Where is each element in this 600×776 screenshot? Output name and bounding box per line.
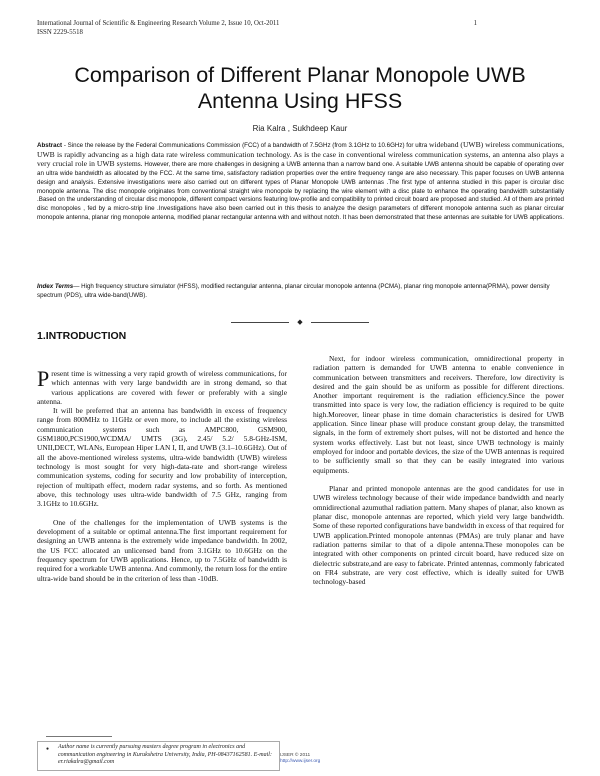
footer-url-link[interactable]: http://www.ijser.org	[280, 759, 321, 764]
issn-line: ISSN 2229-5518	[37, 28, 83, 36]
right-paragraph-2: Planar and printed monopole antennas are the good candidates for use in UWB wireless technology because of their wide impedance bandwidth and nearly omnidirectional azumuthal radiation pattern. Many shapes of planar, also known as planar disc, monopole antennas are reported, which yield very large bandwidth. Some of these reported configurations have bandwidth in excess of that required for UWB application.Printed monopole antennas (PMAs) are truly planar and have radiation patterns similar to that of a dipole antenna.These monopoles can be integrated with other components on printed circuit board, have reduced size on dielectric substrate,and are easy to fabricate. Printed antennas, commonly fabricated on FR4 substrate, are very cost effective, which is ideally suited for UWB technology-based	[313, 484, 564, 587]
authors: Ria Kalra , Sukhdeep Kaur	[252, 124, 348, 133]
abstract	[37, 141, 564, 222]
left-paragraph-2: It will be preferred that an antenna has bandwidth in excess of frequency range from 800MHz to 11GHz or even more, to include all the existing wireless communication systems such as AMPC800, GSM900, GSM1800,PCS1900,WCDMA/ UMTS (3G), 2.45/ 5.2/ 5.8-GHz-ISM, UNII,DECT, WLANs, European Hiper LAN I, II, and UWB (3.1–10.6GHz). Out of all the above-mentioned wireless systems, ultra-wide bandwidth (UWB) wireless technology is most sought for very high-data-rate and short-range wireless communication systems, coding for security and low probability of interception, rejection of multipath effect, modern radar systems, and so forth. As mentioned above, this technology uses ultra-wide bandwidth of 7.5 GHz, ranging from 3.1GHz to 10.6GHz.	[37, 406, 287, 509]
section-separator	[0, 318, 600, 326]
left-column	[37, 366, 287, 583]
index-terms	[37, 283, 564, 300]
abstract-text-3: However, there are more challenges in designing a UWB antenna than a narrow band one. A suitable UWB antenna should be capable of operating over an ultra wide bandwidth as allocated by the FCC. At the same time, satisfactory radiation properties over the entire frequency range are also necessary. This paper focuses on UWB antenna design and analysis. Extensive investigations were also carried out on different types of Planar Monopole UWB antennas .The first type of antenna studied in this paper is circular disc monopole antenna. The disc monopole originates from conventional straight wire monopole by replacing the wire element with a disc plate to enhance the operating bandwidth substantially .Based on the understanding of circular disc monopole, different compact versions featuring low-profile and compatibility to printed circuit board are proposed and studied. All of them are printed disc monopoles , fed by a micro-strip line .Investigations have also been carried out in this thesis to analyze the design parameters of different monopole antenna such as planar circular monopole antenna, planar ring monopole antenna, modified planar rectangular antenna with and without notch. It has been demonstrated that these antennas are suitable for UWB applications.	[37, 161, 565, 221]
separator-line-right	[311, 322, 369, 323]
title-line-1: Comparison of Different Planar Monopole UWB	[74, 63, 526, 87]
diamond-icon: ◆	[297, 319, 303, 326]
right-paragraph-1: Next, for indoor wireless communication, omnidirectional property in radiation pattern is demanded for UWB antenna to enable convenience in communication between transmitters and receivers. Therefore, low directivity is desired and the gain should be as uniform as possible for different directions. Another important requirement is the radiation efficiency.Since the power transmitted into space is very low, the radiation efficiency is required to be quite high.Moreover, linear phase in time domain characteristics is desired for UWB application. Since linear phase will produce constant group delay, the transmitted signals, in the form of extremely short pulses, will not be distorted and hence the system works effectively. Last but not least, since UWB technology is mainly employed for indoor and portable devices, the size of the UWB antennas is required to be sufficiently small so that they can be easily integrated into various equipments.	[313, 354, 564, 475]
abstract-text-2: wideband (UWB) wireless communications, UWB is rapidly advancing as a high data rate wireless communication technology. As is the case in conventional wireless communication systems, an antenna also plays a very crucial role in UWB systems.	[37, 140, 564, 169]
journal-line: International Journal of Scientific & Engineering Research Volume 2, Issue 10, Oct-2011	[37, 20, 280, 27]
index-terms-label: Index Terms	[37, 283, 74, 290]
author-footnote	[37, 741, 280, 771]
abstract-label: Abstract	[37, 142, 63, 149]
abstract-text-1: - Since the release by the Federal Communications Commission (FCC) of a bandwidth of 7.5GHz (from 3.1GHz to 10.6GHz) for ultra	[62, 142, 429, 149]
index-terms-text: — High frequency structure simulator (HFSS), modified rectangular antenna, planar circular monopole antenna (PCMA), planar ring monopole antenna(PRMA), power density spectrum (PDS), ultra wide-band(UWB).	[37, 283, 550, 299]
paper-title	[20, 62, 580, 114]
page-footer	[280, 753, 320, 765]
left-paragraph-3: One of the challenges for the implementation of UWB systems is the development of a suitable or optimal antenna.The first important requirement for designing an UWB antenna is the extremely wide impedance bandwidth. In 2002, the US FCC allocated an unlicensed band from 3.1GHz to 10.6GHz on the frequency spectrum for UWB applications. Hence, up to 7.5GHz of bandwidth is required for a workable UWB antenna. And commonly, the return loss for the entire ultra-wide band should be in the criterion of less than -10dB.	[37, 517, 287, 583]
left-paragraph-1	[37, 366, 287, 406]
right-column	[313, 354, 564, 586]
footnote-text: Author name is currently pursuing masters degree program in electronics and communication engineering in Kurukshetra University, India, PH-08437162581. E-mail: er.riakalra@gmail.com	[58, 744, 272, 766]
section-heading: 1.INTRODUCTION	[37, 330, 127, 342]
footer-copyright: IJSER © 2011	[280, 753, 311, 758]
title-line-2: Antenna Using HFSS	[197, 89, 403, 113]
bullet-icon: ●	[46, 747, 50, 752]
left-paragraph-1-text: resent time is witnessing a very rapid growth of wireless communications, for which antennas with very large bandwidth are in strong demand, so that various applications are covered with fewer or preferably with a single antenna.	[37, 369, 287, 406]
drop-cap: P	[37, 366, 50, 391]
separator-line-left	[231, 322, 289, 323]
running-header	[37, 20, 562, 37]
page-number: 1	[473, 20, 477, 27]
